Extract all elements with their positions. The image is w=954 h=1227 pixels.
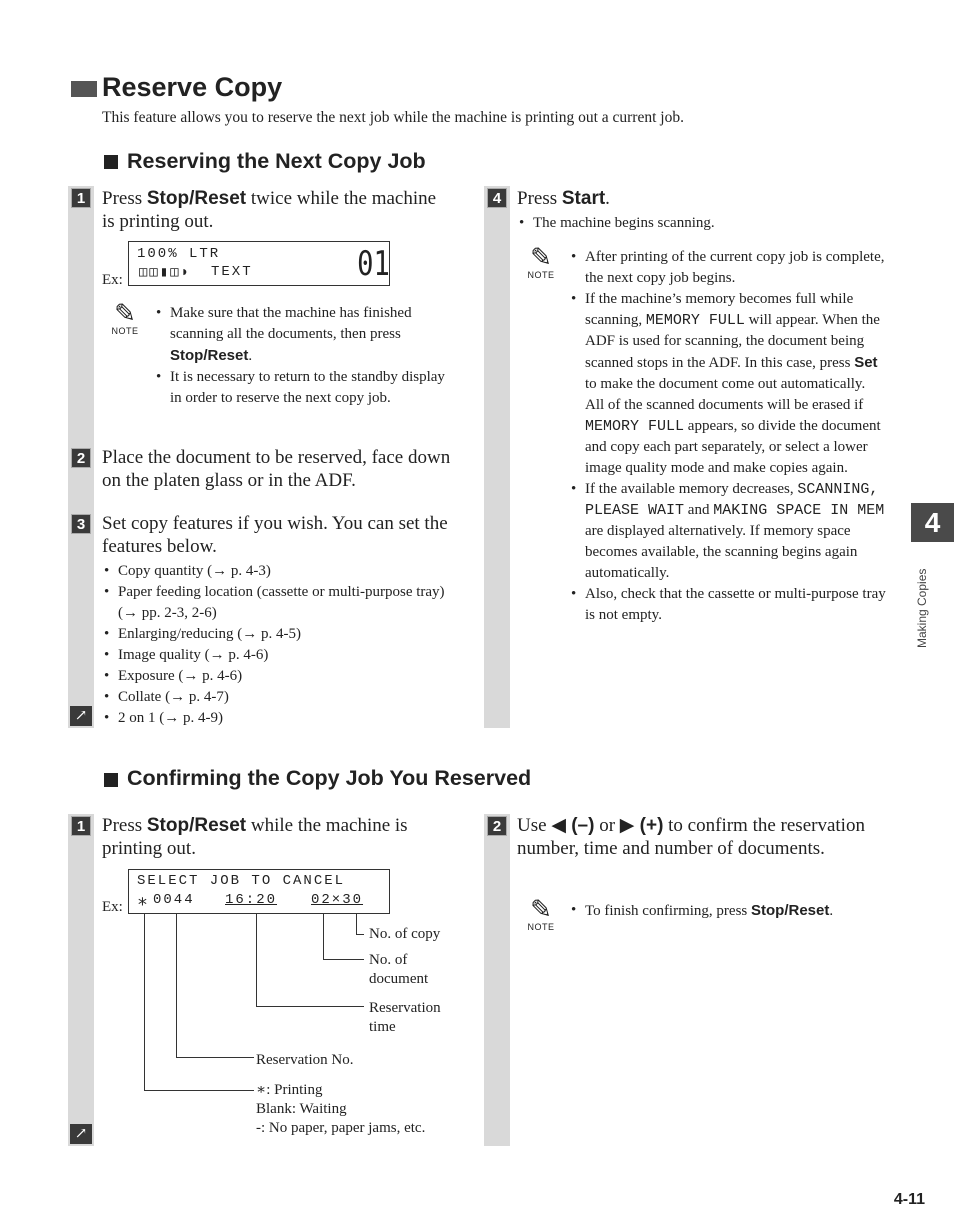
note-item: • To finish confirming, press Stop/Reset. <box>571 900 901 922</box>
feature-list-item: • 2 on 1 (→ p. 4-9) <box>104 708 464 729</box>
continue-arrow-icon: ↗ <box>70 1124 92 1144</box>
note-icon: ✎ NOTE <box>527 894 555 932</box>
key-minus: ◀ (–) <box>551 815 595 836</box>
chapter-label: Making Copies <box>915 568 929 648</box>
step-bar-right-2 <box>484 814 510 1146</box>
step-number-2b: 2 <box>487 816 507 836</box>
callout-reservation-time: Reservation time <box>369 1000 441 1035</box>
section-title-confirming: Confirming the Copy Job You Reserved <box>127 766 532 790</box>
step3-text: Set copy features if you wish. You can set the features below. <box>102 513 448 557</box>
confirm-step1-text: Press Stop/Reset while the machine is printing out. <box>102 815 408 859</box>
step4-sub: • The machine begins scanning. <box>519 213 899 234</box>
confirm-step2-text: Use ◀ (–) or ▶ (+) to confirm the reservation number, time and number of documents. <box>517 815 865 859</box>
note-item: • If the machine’s memory becomes full while scanning, MEMORY FULL will appear. When the ADF is used for scanning, the document being scanned stops in the ADF. In this case, press Set to make the document come out automatically. All of the scanned documents will be erased if MEMORY FULL appears, so divide the document and copy each part separately, or select a lower image quality mode and make copies again. <box>571 289 891 479</box>
key-plus: ▶ (+) <box>619 815 664 836</box>
step4-text: Press Start. <box>517 188 610 209</box>
step-bar-left-2 <box>68 814 94 1146</box>
note-item: • It is necessary to return to the standby display in order to reserve the next copy job. <box>156 367 451 409</box>
lcd-display-cancel <box>128 869 390 914</box>
note-icon: ✎ NOTE <box>527 242 555 280</box>
key-stop-reset: Stop/Reset <box>146 815 247 836</box>
note-icon: ✎ NOTE <box>111 298 139 336</box>
lcd-line-1: SELECT JOB TO CANCEL <box>137 873 346 889</box>
feature-list-item: • Collate (→ p. 4-7) <box>104 687 464 708</box>
key-stop-reset: Stop/Reset <box>146 188 247 209</box>
step-number-1: 1 <box>71 188 91 208</box>
heading-marker <box>71 81 97 97</box>
continue-arrow-icon: ↗ <box>70 706 92 726</box>
lcd-line-2: TEXT <box>211 264 253 280</box>
lcd-docs: 02×30 <box>311 892 364 908</box>
key-start: Start <box>561 188 606 209</box>
callout-reservation-no: Reservation No. <box>256 1052 354 1068</box>
lcd-paper-icon: ◫◫▮◫◗ <box>139 265 192 281</box>
note-item: • After printing of the current copy job is complete, the next copy job begins. <box>571 247 891 289</box>
callout-no-of-document: No. of document <box>369 952 429 987</box>
lcd-reservation-no: 0044 <box>153 892 195 908</box>
section-marker <box>104 155 118 169</box>
page-title: Reserve Copy <box>102 72 283 102</box>
intro-text: This feature allows you to reserve the next job while the machine is printing out a current job. <box>102 109 684 126</box>
lcd-line-1: 100% LTR <box>137 246 221 262</box>
note-item: • If the available memory decreases, SCANNING, PLEASE WAIT and MAKING SPACE IN MEM are displayed alternatively. If memory space becomes available, the scanning begins again automatically. <box>571 479 891 584</box>
feature-list-item: • Exposure (→ p. 4-6) <box>104 666 464 687</box>
lcd-time: 16:20 <box>225 892 278 908</box>
step1-notes <box>156 303 451 409</box>
lcd-copy-count: 01 <box>357 244 390 284</box>
section-marker <box>104 773 118 787</box>
example-label: Ex: <box>102 899 123 915</box>
callout-status-legend: ∗: Printing Blank: Waiting -: No paper, paper jams, etc. <box>256 1082 426 1136</box>
feature-list-item: • Enlarging/reducing (→ p. 4-5) <box>104 624 464 645</box>
page-number: 4-11 <box>893 1191 925 1208</box>
section-title-reserving: Reserving the Next Copy Job <box>127 149 426 173</box>
feature-list <box>104 561 464 729</box>
step4-notes <box>571 247 891 626</box>
step-number-1b: 1 <box>71 816 91 836</box>
step1-text: Press Stop/Reset twice while the machine is printing out. <box>102 188 437 232</box>
lcd-display-standby <box>128 241 390 286</box>
feature-list-item: • Paper feeding location (cassette or multi-purpose tray) (→ pp. 2-3, 2-6) <box>104 582 464 624</box>
step-number-2: 2 <box>71 448 91 468</box>
example-label: Ex: <box>102 272 123 288</box>
note-item: • Also, check that the cassette or multi-purpose tray is not empty. <box>571 584 891 626</box>
step-bar-right <box>484 186 510 728</box>
lcd-status-star: ∗ <box>137 893 148 913</box>
callout-no-of-copy: No. of copy <box>369 926 441 942</box>
note-item: • Make sure that the machine has finished scanning all the documents, then press Stop/Reset. <box>156 303 451 367</box>
feature-list-item: • Copy quantity (→ p. 4-3) <box>104 561 464 582</box>
feature-list-item: • Image quality (→ p. 4-6) <box>104 645 464 666</box>
step2-text: Place the document to be reserved, face down on the platen glass or in the ADF. <box>102 447 451 491</box>
step-number-3: 3 <box>71 514 91 534</box>
confirm-step2-notes <box>571 900 901 922</box>
step-number-4: 4 <box>487 188 507 208</box>
chapter-tab: 4 <box>911 503 954 542</box>
